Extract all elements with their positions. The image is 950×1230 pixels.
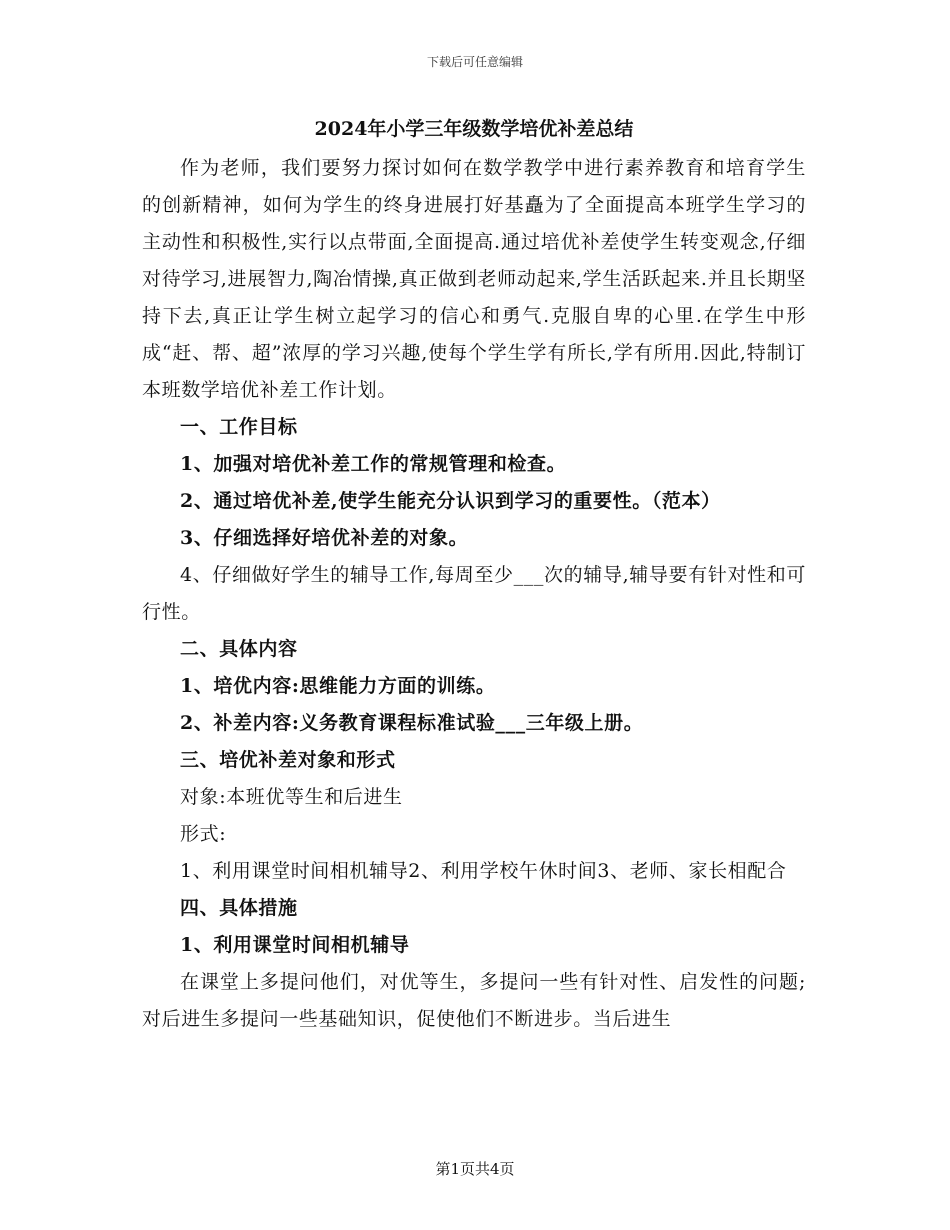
content-item-2: 2、补差内容:义务教育课程标准试验___三年级上册。: [180, 712, 644, 734]
document-title: 2024年小学三年级数学培优补差总结: [314, 118, 634, 140]
goal-item-4: 4、仔细做好学生的辅导工作,每周至少___次的辅导,辅导要有针对性和可行性。: [142, 564, 806, 623]
targets-forms-label: 形式:: [180, 823, 227, 845]
targets-forms: 1、利用课堂时间相机辅导2、利用学校午休时间3、老师、家长相配合: [180, 860, 787, 882]
measure-item-1: 1、利用课堂时间相机辅导: [180, 934, 410, 956]
section-heading-measures: 四、具体措施: [180, 897, 298, 919]
document-page: [142, 112, 806, 1038]
intro-paragraph: 作为老师，我们要努力探讨如何在数学教学中进行素养教育和培育学生的创新精神，如何为学生的终身进展打好基矗为了全面提高本班学生学习的主动性和积极性,实行以点带面,全面提高.通过培优补差使学生转变观念,仔细对待学习,进展智力,陶冶情操,真正做到老师动起来,学生活跃起来.并且长期坚持下去,真正让学生树立起学习的信心和勇气.克服自卑的心里.在学生中形成“赶、帮、超”浓厚的学习兴趣,使每个学生学有所长,学有所用.因此,特制订本班数学培优补差工作计划。: [142, 157, 806, 401]
goal-item-3: 3、仔细选择好培优补差的对象。: [180, 527, 469, 549]
header-note: 下载后可任意编辑: [426, 55, 523, 69]
targets-objects: 对象:本班优等生和后进生: [180, 786, 403, 808]
section-heading-targets: 三、培优补差对象和形式: [180, 749, 396, 771]
measure-paragraph-1: 在课堂上多提问他们，对优等生，多提问一些有针对性、启发性的问题;对后进生多提问一些基础知识，促使他们不断进步。当后进生: [142, 971, 806, 1030]
content-item-1: 1、培优内容:思维能力方面的训练。: [180, 675, 496, 697]
section-heading-content: 二、具体内容: [180, 638, 298, 660]
goal-item-1: 1、加强对培优补差工作的常规管理和检查。: [180, 453, 567, 475]
page-indicator: 第1页共4页: [435, 1160, 515, 1178]
goal-item-2: 2、通过培优补差,使学生能充分认识到学习的重要性。（范本）: [180, 490, 721, 512]
section-heading-goals: 一、工作目标: [180, 416, 298, 438]
